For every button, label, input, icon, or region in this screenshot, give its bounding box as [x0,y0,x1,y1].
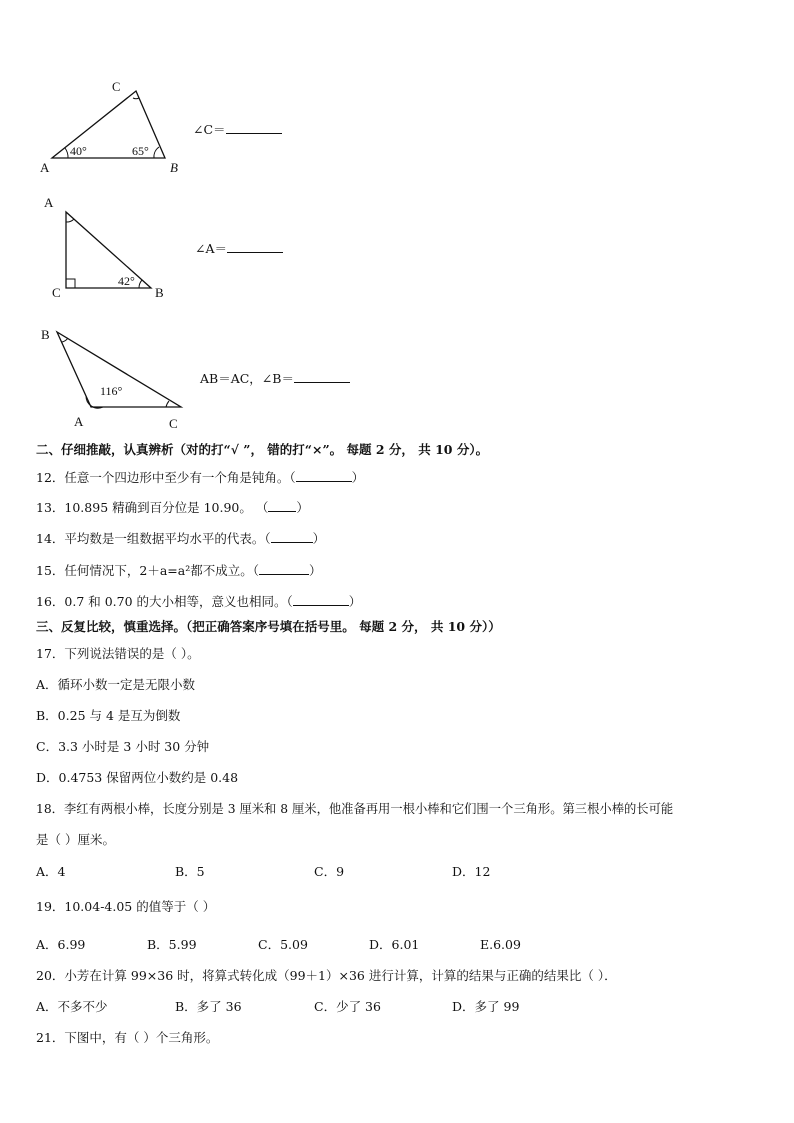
question-15 [36,562,322,579]
answer-blank[interactable] [271,530,313,543]
question-20-stem: 20．小芳在计算 99×36 时，将算式转化成（99＋1）×36 进行计算，计算的结果与正确的结果比（ ）． [36,968,617,983]
vertex-label-c: C [112,80,121,94]
angle-value-b: 65° [132,144,149,158]
question-17-stem: 17．下列说法错误的是（ ）。 [36,646,200,661]
question-19-stem: 19．10.04-4.05 的值等于（ ） [36,899,216,914]
vertex-label-a: A [44,195,54,210]
angle-arc-b [154,147,159,158]
right-angle-mark [66,279,75,288]
answer-blank[interactable] [294,370,350,383]
question-text: 16．0.7 和 0.70 的大小相等，意义也相同。（ [36,594,293,609]
closing-paren: ） [296,500,309,515]
question-18-option-b[interactable]: B．5 [175,864,205,879]
answer-blank[interactable] [296,469,352,482]
question-18-option-d[interactable]: D．12 [452,864,491,879]
question-14 [36,530,325,547]
question-12 [36,469,364,486]
closing-paren: ） [351,470,365,485]
angle-arc-a [66,219,74,222]
question-19-option-e[interactable]: E.6.09 [480,937,521,952]
question-20-option-a[interactable]: A．不多不少 [36,999,108,1014]
question-17-option-b[interactable]: B．0.25 与 4 是互为倒数 [36,708,181,723]
question-19-option-c[interactable]: C．5.09 [258,937,308,952]
question-19-option-d[interactable]: D．6.01 [369,937,420,952]
question-text: 14．平均数是一组数据平均水平的代表。（ [36,531,271,546]
figure-2-question [195,240,283,257]
section-2-heading: 二、仔细推敲，认真辨析（对的打“√ ”， 错的打“×”。 每题 2 分， 共 10 分）。 [36,442,489,457]
angle-value-a: 116° [100,384,123,398]
figure-3-question-text: AB＝AC，∠B＝ [200,371,294,386]
angle-arc-c [133,98,139,99]
closing-paren: ） [309,563,322,578]
question-13 [36,499,309,516]
question-17-option-d[interactable]: D．0.4753 保留两位小数约是 0.48 [36,770,239,785]
vertex-label-b: B [155,285,164,300]
angle-arc-b [62,338,68,342]
question-19-option-a[interactable]: A．6.99 [36,937,86,952]
vertex-label-c: C [52,285,61,300]
vertex-label-c: C [169,416,178,431]
figure-2-question-text: ∠A＝ [195,241,228,256]
triangle-figure-2 [38,192,188,302]
triangle-figure-1 [38,74,188,178]
question-20-option-d[interactable]: D．多了 99 [452,999,520,1014]
section-3-heading: 三、反复比较，慎重选择。（把正确答案序号填在括号里。 每题 2 分， 共 10 分）） [36,619,501,634]
question-18-option-c[interactable]: C．9 [314,864,345,879]
answer-blank[interactable] [259,562,309,575]
figure-1-question [193,121,282,138]
vertex-label-b: B [41,327,50,342]
answer-blank[interactable] [268,499,296,512]
answer-blank[interactable] [226,121,282,134]
vertex-label-b: B [170,160,178,175]
figure-3-question [200,370,350,387]
angle-value-b: 42° [118,274,135,288]
closing-paren: ） [312,531,326,546]
question-text: 13．10.895 精确到百分位是 10.90。 （ [36,500,269,515]
question-18-stem-line-1: 18．李红有两根小棒，长度分别是 3 厘米和 8 厘米，他准备再用一根小棒和它们围一个三角形。第三根小棒的长可能 [36,802,674,816]
question-17-option-a[interactable]: A．循环小数一定是无限小数 [36,677,196,692]
figure-1-question-text: ∠C＝ [193,122,226,137]
question-text: 12．任意一个四边形中至少有一个角是钝角。（ [36,470,296,485]
answer-blank[interactable] [227,240,283,253]
question-20-option-c[interactable]: C．少了 36 [314,999,381,1014]
vertex-label-a: A [40,160,50,175]
answer-blank[interactable] [293,593,349,606]
angle-arc-c [166,401,169,407]
vertex-label-a: A [74,414,84,429]
question-16 [36,593,361,610]
angle-arc-b [139,280,142,288]
question-17-option-c[interactable]: C．3.3 小时是 3 小时 30 分钟 [36,739,210,754]
triangle-2-shape [66,212,151,288]
triangle-figure-3 [38,322,198,434]
angle-value-a: 40° [70,144,87,158]
question-21-stem: 21．下图中，有（ ）个三角形。 [36,1030,219,1045]
question-19-option-b[interactable]: B．5.99 [147,937,197,952]
closing-paren: ） [348,594,362,609]
question-18-stem-line-2: 是（ ）厘米。 [36,832,115,847]
question-text: 15．任何情况下，2＋a=a²都不成立。（ [36,563,259,578]
angle-arc-a [65,148,68,158]
question-20-option-b[interactable]: B．多了 36 [175,999,242,1014]
question-18-option-a[interactable]: A．4 [36,864,66,879]
